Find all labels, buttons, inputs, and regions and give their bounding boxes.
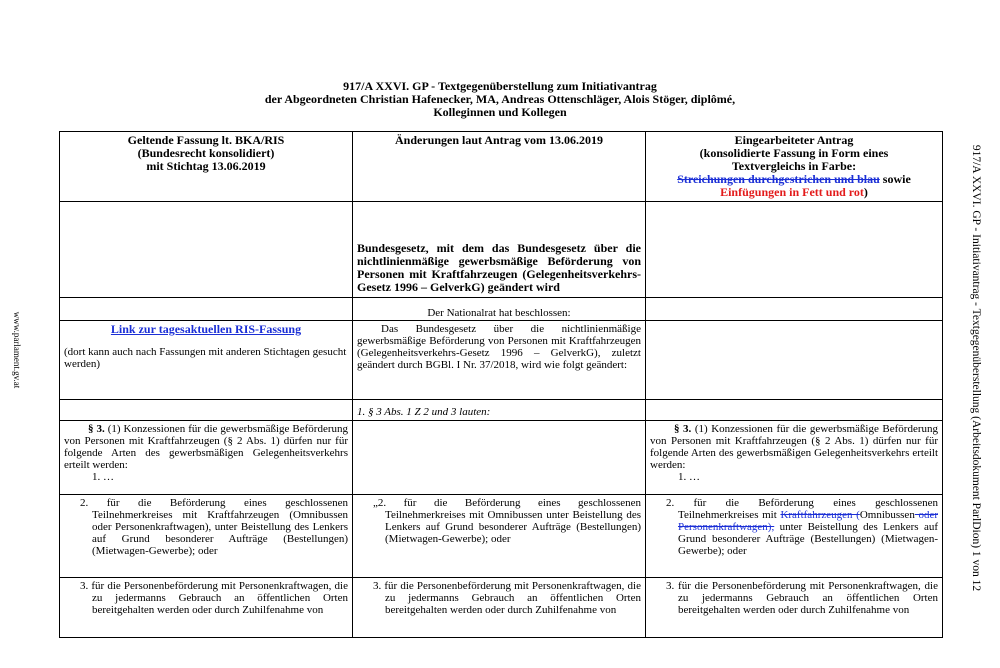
- title-line-1: 917/A XXVI. GP - Textgegenüberstellung zum Initiativantrag: [343, 79, 657, 93]
- table-row: [60, 421, 943, 495]
- side-running-header: 917/A XXVI. GP - Initiativantrag - Textgegenüberstellung (Arbeitsdokument ParlDion) 1 von 12: [970, 144, 982, 592]
- item-2-consolidated: [650, 497, 938, 557]
- header-col1-line-2: (Bundesrecht konsolidiert): [137, 146, 275, 160]
- item-3-change: 3. für die Personenbeförderung mit Personenkraftwagen, die zu jedermanns Gebrauch an öffentlichen Orten bereitgehalten werden oder durch Zuhilfenahme von: [373, 580, 641, 616]
- cell-empty: [60, 298, 353, 321]
- header-current-version: [60, 132, 353, 202]
- paragraph-number: § 3.: [88, 423, 105, 435]
- table-row: [60, 321, 943, 400]
- law-title: Bundesgesetz, mit dem das Bundesgesetz über die nichtlinienmäßige gewerbsmäßige Beförderung von Personen mit Kraftfahrzeugen (Gelegenheitsverkehrs-Gesetz 1996 – GelverkG) geändert wird: [357, 241, 641, 294]
- header-col3-line-3: Textvergleichs in Farbe:: [731, 159, 857, 173]
- paragraph-number: § 3.: [674, 423, 692, 435]
- legend-sowie: sowie: [879, 172, 911, 186]
- item-2-strike-2: oder Personenkraftwagen),: [678, 509, 938, 533]
- legend-insert: Einfügungen in Fett und rot: [720, 185, 864, 199]
- item-2-strike-1: Kraftfahrzeugen (: [780, 509, 860, 521]
- item-2-text-a: 2. für die Beförderung eines geschlossenen Teilnehmerkreises mit: [666, 497, 938, 521]
- item-2-text-c: unter Beistellung des Lenkers auf Grund besonderer Aufträge (Bestellungen) (Mietwagen-Gewerbe); oder: [678, 521, 938, 557]
- ris-link-note: (dort kann auch nach Fassungen mit anderen Stichtagen gesucht werden): [64, 346, 347, 370]
- item-1: 1. …: [678, 471, 700, 483]
- cell-item3-current: [60, 578, 353, 638]
- cell-item2-change: [353, 495, 646, 578]
- title-line-2: der Abgeordneten Christian Hafenecker, MA, Andreas Ottenschläger, Alois Stöger, diplômé,: [264, 92, 736, 106]
- ris-link[interactable]: Link zur tagesaktuellen RIS-Fassung: [110, 322, 302, 336]
- table-row: [60, 202, 943, 298]
- item-1: 1. …: [92, 471, 114, 483]
- cell-item3-consolidated: [646, 578, 943, 638]
- cell-intro: [353, 321, 646, 400]
- document-title: [0, 80, 1000, 119]
- change-instruction: 1. § 3 Abs. 1 Z 2 und 3 lauten:: [353, 400, 646, 421]
- header-col1-line-3: mit Stichtag 13.06.2019: [146, 159, 266, 173]
- legend-strike: Streichungen durchgestrichen und blau: [677, 172, 880, 186]
- paragraph-text: (1) Konzessionen für die gewerbsmäßige Beförderung von Personen mit Kraftfahrzeugen (§ 2 Abs. 1) dürfen nur für folgende Arten des gewerbsmäßigen Gelegenheitsverkehrs erteilt werden:: [650, 423, 938, 471]
- side-url: www.parlament.gv.at: [12, 311, 22, 389]
- table-row: [60, 400, 943, 421]
- cell-ris-link: [60, 321, 353, 400]
- cell-empty: [646, 400, 943, 421]
- title-line-3: Kolleginnen und Kollegen: [433, 105, 567, 119]
- table-row: [60, 578, 943, 638]
- table-row: [60, 495, 943, 578]
- resolution-text: Der Nationalrat hat beschlossen:: [353, 298, 646, 321]
- table-header-row: [60, 132, 943, 202]
- header-changes: Änderungen laut Antrag vom 13.06.2019: [353, 132, 646, 202]
- comparison-table: [59, 131, 943, 638]
- cell-empty: [353, 421, 646, 495]
- cell-item3-change: [353, 578, 646, 638]
- item-2-change: „2. für die Beförderung eines geschlossenen Teilnehmerkreises mit Omnibussen unter Beistellung des Lenkers auf Grund besonderer Aufträge (Bestellungen) (Mietwagen-Gewerbe); oder: [373, 497, 641, 545]
- header-col3-line-1: Eingearbeiteter Antrag: [734, 133, 854, 147]
- cell-empty: [60, 400, 353, 421]
- cell-item2-current: [60, 495, 353, 578]
- legend-close: ): [863, 185, 868, 199]
- item-2-current: 2. für die Beförderung eines geschlossenen Teilnehmerkreises mit Kraftfahrzeugen (Omnibussen oder Personenkraftwagen), unter Beistellung des Lenkers auf Grund besonderer Aufträge (Bestellungen) (Mietwagen-Gewerbe); oder: [80, 497, 348, 557]
- cell-law-title: [353, 202, 646, 298]
- item-3-current: 3. für die Personenbeförderung mit Personenkraftwagen, die zu jedermanns Gebrauch an öffentlichen Orten bereitgehalten werden oder durch Zuhilfenahme von: [80, 580, 348, 616]
- cell-empty: [60, 202, 353, 298]
- intro-text: Das Bundesgesetz über die nichtlinienmäßige gewerbsmäßige Beförderung von Personen mit Kraftfahrzeugen (Gelegenheitsverkehrs-Gesetz 1996 – GelverkG), zuletzt geändert durch BGBl. I Nr. 37/2018, wird wie folgt geändert:: [357, 323, 641, 371]
- header-consolidated: [646, 132, 943, 202]
- paragraph-text: (1) Konzessionen für die gewerbsmäßige Beförderung von Personen mit Kraftfahrzeugen (§ 2 Abs. 1) dürfen nur für folgende Arten des gewerbsmäßigen Gelegenheitsverkehrs erteilt werden:: [64, 423, 349, 471]
- header-col3-line-2: (konsolidierte Fassung in Form eines: [699, 146, 889, 160]
- cell-empty: [646, 202, 943, 298]
- cell-item2-consolidated: [646, 495, 943, 578]
- table-row: [60, 298, 943, 321]
- item-3-consolidated: 3. für die Personenbeförderung mit Personenkraftwagen, die zu jedermanns Gebrauch an öffentlichen Orten bereitgehalten werden oder durch Zuhilfenahme von: [666, 580, 938, 616]
- item-2-text-b: Omnibussen: [859, 509, 915, 521]
- header-col1-line-1: Geltende Fassung lt. BKA/RIS: [127, 133, 285, 147]
- cell-empty: [646, 321, 943, 400]
- cell-par3-consolidated: [646, 421, 943, 495]
- legend-line-2: [650, 186, 938, 199]
- cell-par3-current: [60, 421, 353, 495]
- cell-empty: [646, 298, 943, 321]
